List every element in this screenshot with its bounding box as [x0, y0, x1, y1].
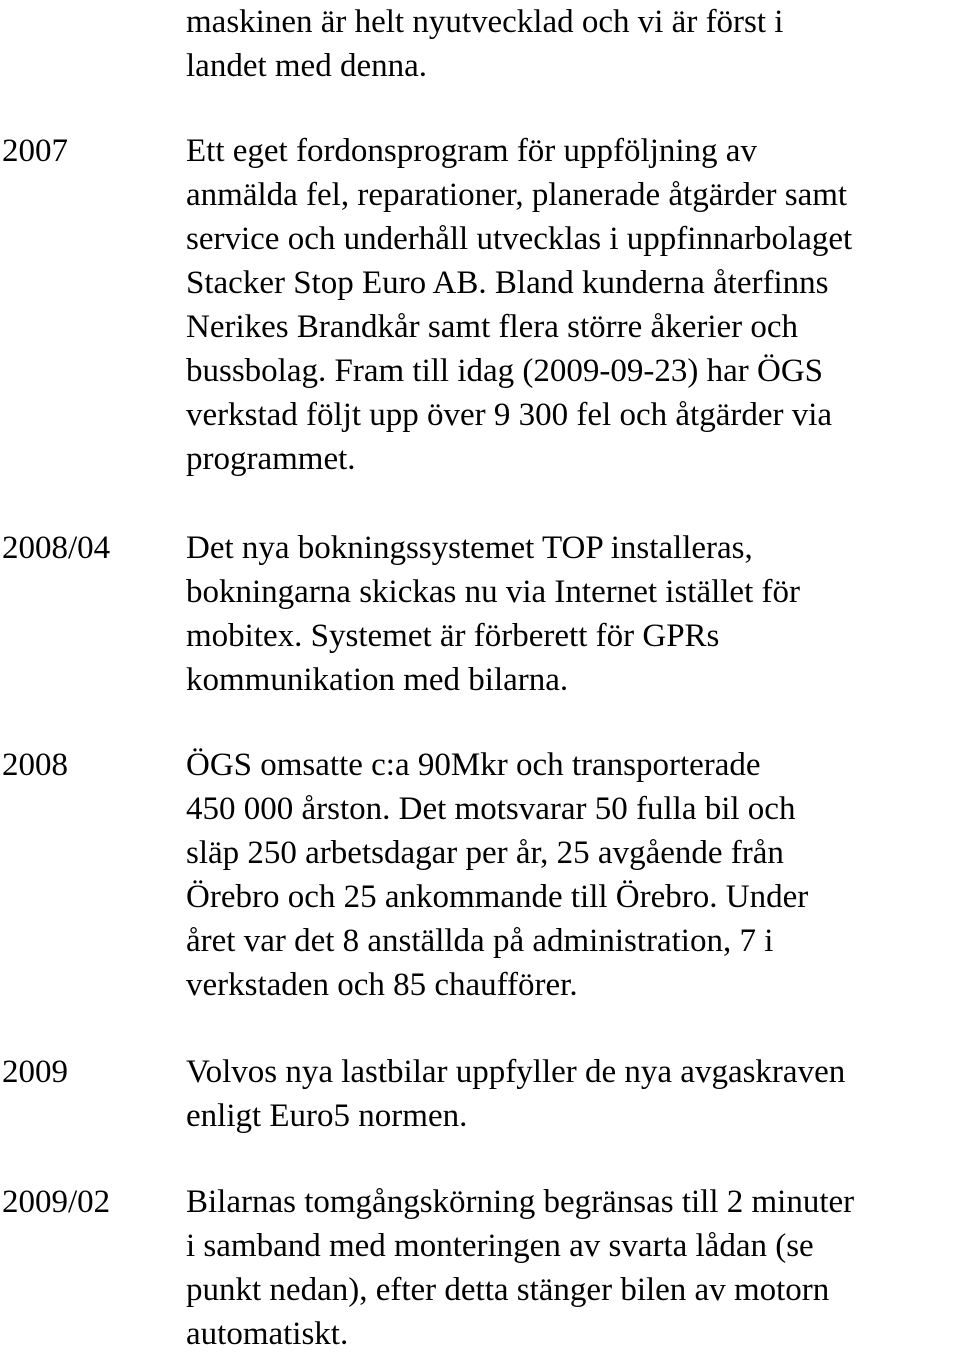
- entry-year: 2009/02: [2, 1184, 111, 1220]
- text-line: bokningarna skickas nu via Internet istället för: [186, 574, 800, 610]
- text-line: Det nya bokningssystemet TOP installeras,: [186, 530, 753, 566]
- entry-text: [186, 0, 956, 88]
- entry-text: [186, 129, 956, 481]
- text-line: i samband med monteringen av svarta lådan (se: [186, 1228, 814, 1264]
- entry-text: [186, 526, 956, 702]
- text-line: bussbolag. Fram till idag (2009-09-23) har ÖGS: [186, 353, 824, 389]
- text-line: släp 250 arbetsdagar per år, 25 avgående från: [186, 835, 784, 871]
- text-line: service och underhåll utvecklas i uppfinnarbolaget: [186, 221, 853, 257]
- text-line: ÖGS omsatte c:a 90Mkr och transporterade: [186, 747, 761, 783]
- text-line: automatiskt.: [186, 1316, 349, 1352]
- text-line: året var det 8 anställda på administration, 7 i: [186, 923, 774, 959]
- text-line: anmälda fel, reparationer, planerade åtgärder samt: [186, 177, 848, 213]
- text-line: punkt nedan), efter detta stänger bilen av motorn: [186, 1272, 830, 1308]
- text-line: Bilarnas tomgångskörning begränsas till 2 minuter: [186, 1184, 855, 1220]
- entry-year: 2008/04: [2, 530, 111, 566]
- entry-year: 2009: [2, 1054, 68, 1090]
- entry-text: [186, 1180, 956, 1356]
- entry-year: 2008: [2, 747, 68, 783]
- text-line: 450 000 årston. Det motsvarar 50 fulla bil och: [186, 791, 796, 827]
- text-line: enligt Euro5 normen.: [186, 1098, 468, 1134]
- text-line: verkstad följt upp över 9 300 fel och åtgärder via: [186, 397, 833, 433]
- entry-year: 2007: [2, 133, 68, 169]
- text-line: kommunikation med bilarna.: [186, 662, 569, 698]
- entry-text: [186, 1050, 956, 1138]
- text-line: Stacker Stop Euro AB. Bland kunderna återfinns: [186, 265, 829, 301]
- text-line: landet med denna.: [186, 48, 427, 84]
- entry-text: [186, 743, 956, 1007]
- text-line: Nerikes Brandkår samt flera större åkerier och: [186, 309, 799, 345]
- text-line: mobitex. Systemet är förberett för GPRs: [186, 618, 720, 654]
- text-line: verkstaden och 85 chaufförer.: [186, 967, 578, 1003]
- text-line: Örebro och 25 ankommande till Örebro. Under: [186, 879, 809, 915]
- text-line: maskinen är helt nyutvecklad och vi är först i: [186, 4, 784, 40]
- text-line: programmet.: [186, 441, 356, 477]
- text-line: Volvos nya lastbilar uppfyller de nya avgaskraven: [186, 1054, 846, 1090]
- text-line: Ett eget fordonsprogram för uppföljning av: [186, 133, 757, 169]
